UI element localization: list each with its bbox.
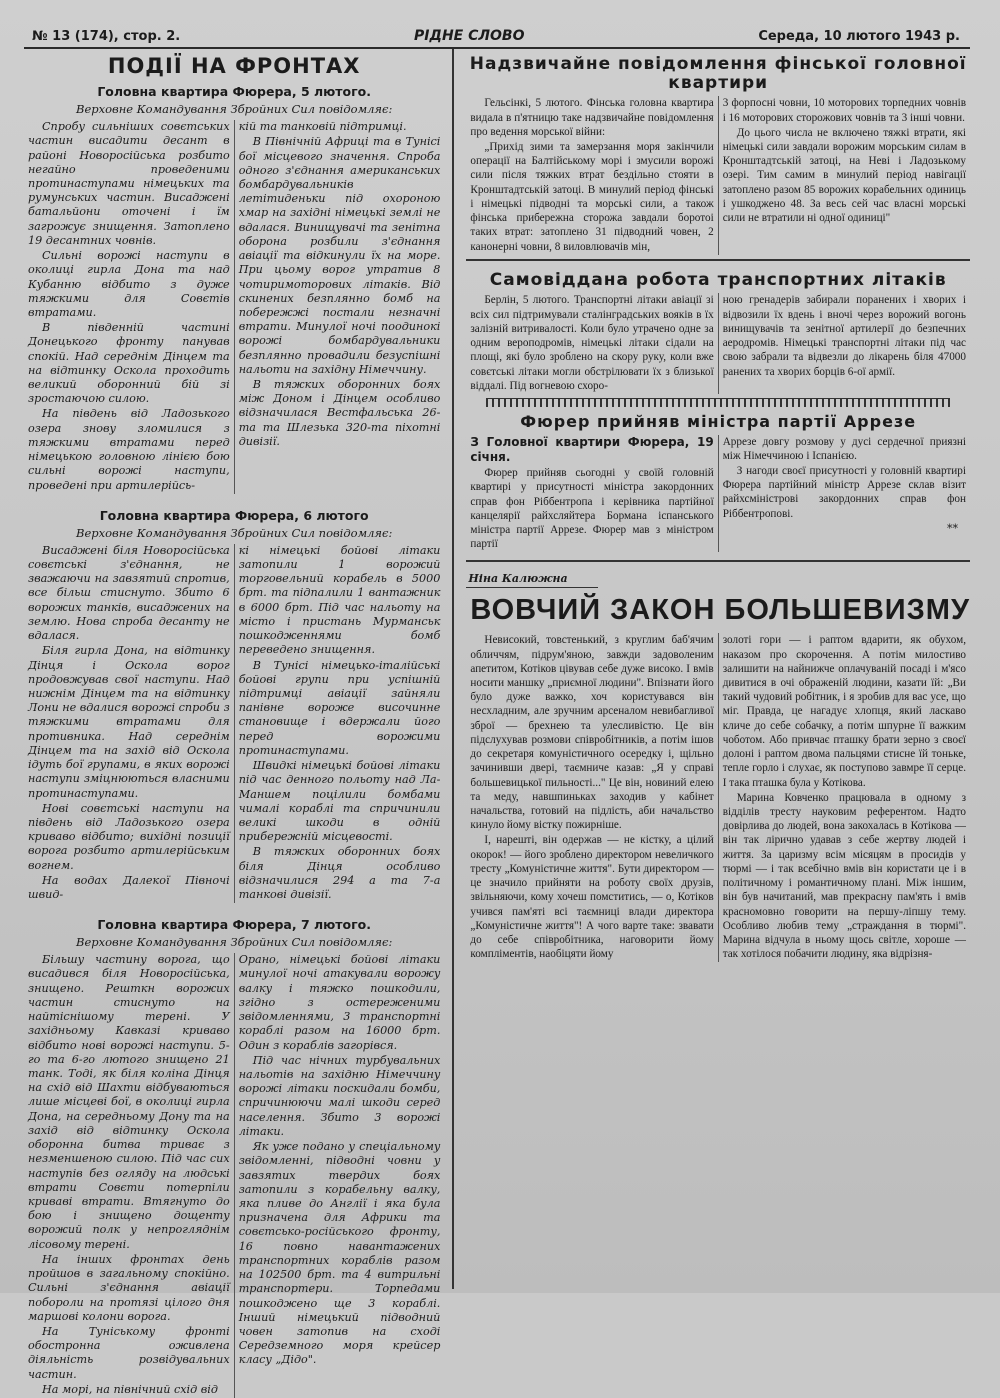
paragraph: До цього числа не включено тяжкі втрати, які німецькі сили завдали ворожим морським силам в Кронштадтській затоці, на Неві і Ладозькому озері. Тим самим в минулий період навігації затоплено разом 85 ворожих корабельних одиниць і ушкоджено 48. За весь сей час власні морські сили не втратили ні одної одиниці" [722, 126, 966, 225]
report-col-right [234, 120, 445, 494]
report-hq: Головна квартира Фюрера, 7 лютого. [97, 917, 372, 933]
paragraph: золоті гори — і раптом вдарити, як обухом, наказом про скорочення. А потім милостиво залишити на найнижче оплачуваній посаді і м'ясо дивитися в очі ображеній людини, казати їй: „Ви такий чудовий робітник, і я зробив для вас усе, що міг. Правда, це нагадує хлопця, який ласкаво кличе до себе собачку, а потім шпурне її важким чоботом. Або привчає пташку брати зерно з своєї долоні і раптом двома пальцями стисне їй тоньке, тепле горло і слухає, як поступово завмре її серце. І така пташка була у Котікова. [722, 634, 966, 789]
paragraph: Швидкі німецькі бойові літаки під час денного польоту над Ла-Маншем поцілили бомбами чималі кораблі та спричинили великі шкоди в одній прибережній місцевості. [238, 759, 441, 844]
page-columns [24, 49, 970, 1396]
paragraph: Берлін, 5 лютого. Транспортні літаки авіації зі всіх сил підтримували сталінградських вояків в їх залізній витривалості. Коли було утрачено одне за одним вероподромів, німецькі літаки сідали на площі, які було зроблено на скору руку, коли вже совєтські літаки могли обстрілювати їх з близької віддалі. Під вогневою схоро- [470, 294, 714, 392]
fuhrer-title: Фюрер прийняв міністра партії Аррезе [520, 412, 917, 431]
paragraph: кій та танковій підтримці. [238, 120, 407, 134]
report-col-right [234, 544, 445, 903]
report-columns [24, 120, 444, 494]
transport-col-right [718, 293, 970, 394]
fuhrer-columns [466, 435, 970, 553]
fronts-title: ПОДІЇ НА ФРОНТАХ [107, 54, 361, 78]
wolf-columns [466, 633, 970, 962]
paragraph: кі німецькі бойові літаки затопили 1 ворожий торговельний корабель в 5000 брт. та підпалили 1 вантажник в 6000 брт. Під час нальоту на місто і пристань Мурманськ пошкодженнями бомб переведено знищення. [238, 543, 441, 657]
paragraph: Фюрер прийняв сьогодні у своїй головній квартирі у присутності міністра закордонних справ фон Ріббентропа і керівника партійної канцелярії райхсляйтера Бормана іспанського міністра партії Аррезе. Фюрер мав з міністром партії [470, 467, 714, 551]
report-command: Верховне Командування Збройних Сил повідомляє: [76, 525, 393, 540]
paragraph: Під час нічних турбувальних нальотів на західню Німеччину ворожі літаки поскидали бомби, спричинюючи малі шкоди серед населення. Збито 3 ворожі літаки. [238, 1053, 441, 1138]
fuhrer-article [466, 413, 970, 552]
paragraph: Сильні ворожі наступи в околиці гирла Дона та над Кубанню відбито з дуже тяжкими для Совєтів втратами. [28, 249, 230, 319]
paragraph: Аррезе довгу розмову у дусі сердечної приязні між Німеччиною і Іспанією. [722, 435, 966, 462]
paragraph: На інших фронтах день пройшов в загальному спокійно. Сильні з'єднання авіації побороли на протязі цілого дня маршові колони ворога. [28, 1252, 230, 1323]
wolf-col-right [718, 633, 970, 962]
fuhrer-lead: З Головної квартири Фюрера, 19 січня. [470, 434, 714, 464]
report-hq: Головна квартира Фюрера, 5 лютого. [97, 84, 372, 100]
paragraph: На Туніському фронті обостронна оживлена діяльність розвідувальних частин. [28, 1324, 230, 1381]
paragraph: Як уже подано у спеціальному звідомленні, підводні човни у завзятих твердих боях затопили з корабельну валку, яка пливе до Англії і яка була призначена для Африки та совєтсько-російського фронту, 16 повно навантажених транспортних кораблів разом на 102500 брт. та 4 витрильні транспортери. Торпедами пошкоджено ще 3 кораблі. Інший німецький підводний човен затопив на сході Середземного моря крейсер класу „Дідо". [238, 1140, 441, 1367]
paragraph: В тяжких оборонних боях між Доном і Дінцем особливо відзначилася Вестфальська 26-та та Шлезька 320-та піхотні дивізії. [238, 378, 441, 448]
author-name: Ніна Калюжна [466, 570, 597, 588]
fuhrer-col-right [718, 435, 970, 553]
paragraph: В тяжких оборонних боях біля Дінця особливо відзначилися 294 а та 7-а танкові дивізії. [238, 845, 441, 902]
report-col-right [234, 953, 445, 1398]
report-command: Верховне Командування Збройних Сил повідомляє: [76, 102, 393, 117]
report-columns [24, 544, 444, 903]
paragraph: В південній частині Донецького фронту панував спокій. Над середнім Дінцем та на відтинку Оскола проходить великий оборонний бій зі зростаючою силою. [28, 321, 230, 406]
decorative-divider [486, 398, 950, 407]
transport-article [466, 271, 970, 394]
wolf-title: ВОВЧИЙ ЗАКОН БОЛЬШЕВИЗМУ [470, 594, 970, 627]
paragraph: На морі, на північний схід від [42, 1382, 218, 1396]
paragraph: Біля гирла Дона, на відтинку Дінця і Оскола ворог продовжував свої наступи. Над нижнім Дінцем та на відтинку Лони не вдалися ворожі спроби з тяжкими втратами для противника. Над середнім Дінцем та на захід від Оскола ідуть бої групами, в яких ворожі наступи зміцнюються власними протинаступами. [28, 644, 230, 800]
paragraph: В Північній Африці та в Тунісі бої місцевого значення. Спроба одного з'єднання американських бомбардувальників летітиденьки під охороною хмар на західні німецькі землі не вдалася. Винищувачі та зенітна оборона розбили з'єднання авіації та відкинули їх на море. При цьому ворог утратив 8 чотиримоторових літаків. Від скинених безплянно бомб на побережжі постали незначні втрати. Минулої ночі поодинокі ворожі бомбардувальники безплянно провадили безуспішні нальоти на західну Німеччину. [238, 135, 441, 376]
paragraph: Більшу частину ворога, що висадився біля Новоросійська, знищено. Решткн ворожих частин стиснуто на найтіснішому терені. У західньому Кавказі криваво відбито нові ворожі наступи. 5-го та 6-го лютого знищено 21 танк. Тоді, як біля коліна Дінця на схід від Шахти відбуваються лише місцеві бої, в околиці гирла Дона, на середньому Дону та на захід від відтинку Оскола оборонна битва триває з незменшеною силою. Під час сих наступів без огляду на людські втрати Совєти потерпіли криваві втрати. Втягнуто до бою і знищено дощенту ворожий полк у непрогляднім лісовому терені. [28, 953, 230, 1251]
transport-col-left [466, 293, 717, 394]
report-feb7 [24, 917, 444, 1398]
finnish-article [466, 55, 970, 255]
paragraph: В Тунісі німецько-італійські бойові групи при успішній підтримці авіації зайняли панівне вороже височинне становище і вдержали його перед ворожими протинаступами. [238, 658, 441, 757]
paragraph: Висаджені біля Новоросійська совєтські з'єднання, не зважаючи на завзятий спротив, все більш стиснуто. Збито 6 ворожих танків, висаджених на землю. Нова спроба десанту не вдалася. [28, 543, 230, 643]
paragraph: Гельсінкі, 5 лютого. Фінська головна квартира видала в п'ятницю таке надзвичайне повідомлення про ведення морської війни: [470, 97, 714, 138]
section-divider [466, 259, 970, 261]
finnish-title: Надзвичайне повідомлення фінської головної квартири [469, 54, 967, 93]
right-section [454, 49, 970, 1289]
finnish-col-right [718, 96, 970, 254]
paragraph: „Прихід зими та замерзання моря закінчили операції на Балтійському морі і змусили ворожі сили після тяжких втрат бездільно стояти в Кронштадтській затоці. В минулий період фінські і німецькі підводні та морські сили, а також фінська прибережна сторожа завдали боротоі таких втрат: затоплено 31 підводний човен, 2 канонерні човни, 8 виловлювачів мін, [470, 141, 714, 253]
paragraph: З нагоди своєї присутності у головній квартирі Фюрера партійний міністр Аррезе склав візит райхсміністрові закордонних справ фон Ріббентропові. [722, 465, 966, 520]
report-hq: Головна квартира Фюрера, 6 лютого [99, 507, 369, 523]
fuhrer-col-left [466, 435, 717, 553]
fronts-section [24, 49, 454, 1396]
newspaper-name: РІДНЕ СЛОВО [414, 28, 525, 44]
issue-date: Середа, 10 лютого 1943 р. [758, 29, 960, 44]
section-divider [466, 560, 970, 562]
paragraph: 3 форпосні човни, 10 моторових торпедних човнів і 16 моторових сторожових човнів та 3 інші човни. [722, 97, 966, 124]
finnish-col-left [466, 96, 717, 254]
report-feb5 [24, 84, 444, 494]
paragraph: На південь від Ладозького озера знову зломилися з тяжкими втратами перед німецькою головною лінією бою сильні ворожі наступи, проведені при артилерійсь- [28, 407, 230, 492]
paragraph: ною гренадерів забирали поранених і хворих і відвозили їх вдень і вночі через ворожий вогонь винищувачів та зенітної артилерії до безпечних аеродромів. Німецькі транспортні літаки під час свою забрали та відвезли до лікарень біля 47000 ранених та хворих борців 6-ої армії. [722, 294, 966, 378]
paragraph: На водах Далекої Півночі швид- [28, 873, 230, 902]
end-stars: ** [947, 521, 958, 535]
wolf-col-left [466, 633, 717, 962]
paragraph: І, нарешті, він одержав — не кістку, а цілий окорок! — його зроблено директором невеличкого тресту „Комуністичне життя". Бути директором — це значило прийняти на роботу своїх друзів, звільняючи, кому хочеш помститись, — о, Котіков учився пам'яті всі таємниці влади директора „Комуністичне життя"! А чого варте таке: звавати до себе співробітника, наговорити йому компліментів, наобіцяти йому [470, 834, 714, 961]
report-col-left [24, 953, 234, 1398]
paragraph: Нові совєтські наступи на південь від Ладозького озера криваво відбито; вихідні позиції ворога розбито артилерійським вогнем. [28, 801, 230, 872]
issue-number: № 13 (174), стор. 2. [32, 29, 181, 44]
transport-columns [466, 293, 970, 394]
paragraph: Марина Ковченко працювала в одному з відділів тресту науковим референтом. Надто довірлива до людей, вона закохалась в Котікова — він так лірично удавав з себе жертву людей і життя. За царизму всім місяцям в просидів у тюрмі — і так всебічно вмів він користати це і в політичному і романтичному плані. Між іншим, він був начитаний, мав прекрасну пам'ять і вмів красномовно говорити на першу-ліпшу тему. Особливо любив тему „страждання в тюрмі". Марина відчула в ньому щось світле, хороше — так хотілося побачити людину, яка відрізня- [722, 791, 966, 961]
paragraph: Невисокий, товстенький, з круглим баб'ячим обличчям, підрум'яною, завжди задоволеним апетитом, Котіков цівував себе дуже високо. І вмів носити маншку „приємної людини". Впізнати його було дуже важко, хоч користувався він несхладним, але зручним арсеналом невибагливої зброї — брехнею та улесливістю. Це він підслухував розмови співробітників, а потім ішов до секретаря комуністичного осередку і, щільно зачинивши двері, таємниче казав: „Я у справі большевицької пильності..." Це він, новиний елею та меду, навшпиньках заходив у кабінет начальства, готовий на підлість, аби начальство кинуло йому вістку пожирніше. [470, 634, 714, 832]
masthead [24, 28, 970, 49]
transport-title: Самовіддана робота транспортних літаків [489, 269, 947, 290]
report-feb6 [24, 508, 444, 903]
report-command: Верховне Командування Збройних Сил повідомляє: [76, 935, 393, 950]
finnish-columns [466, 96, 970, 254]
report-col-left [24, 544, 234, 903]
report-columns [24, 953, 444, 1398]
paragraph: Орано, німецькі бойові літаки минулої ночі атакували ворожу валку і тяжко пошкодили, згідно з остереженими звідомленнями, 3 транспортні кораблі разом на 16000 брт. Один з кораблів загорівся. [238, 953, 441, 1052]
paragraph: Спробу сильніших совєтських частин висадити десант в районі Новоросійська розбито негайно проведеними протинаступами німецьких та румунських частин. Висаджені батальйони оточені і їм загрожує знищення. Затоплено 19 десантних човнів. [28, 120, 230, 247]
wolf-article [466, 564, 970, 962]
report-col-left [24, 120, 234, 494]
